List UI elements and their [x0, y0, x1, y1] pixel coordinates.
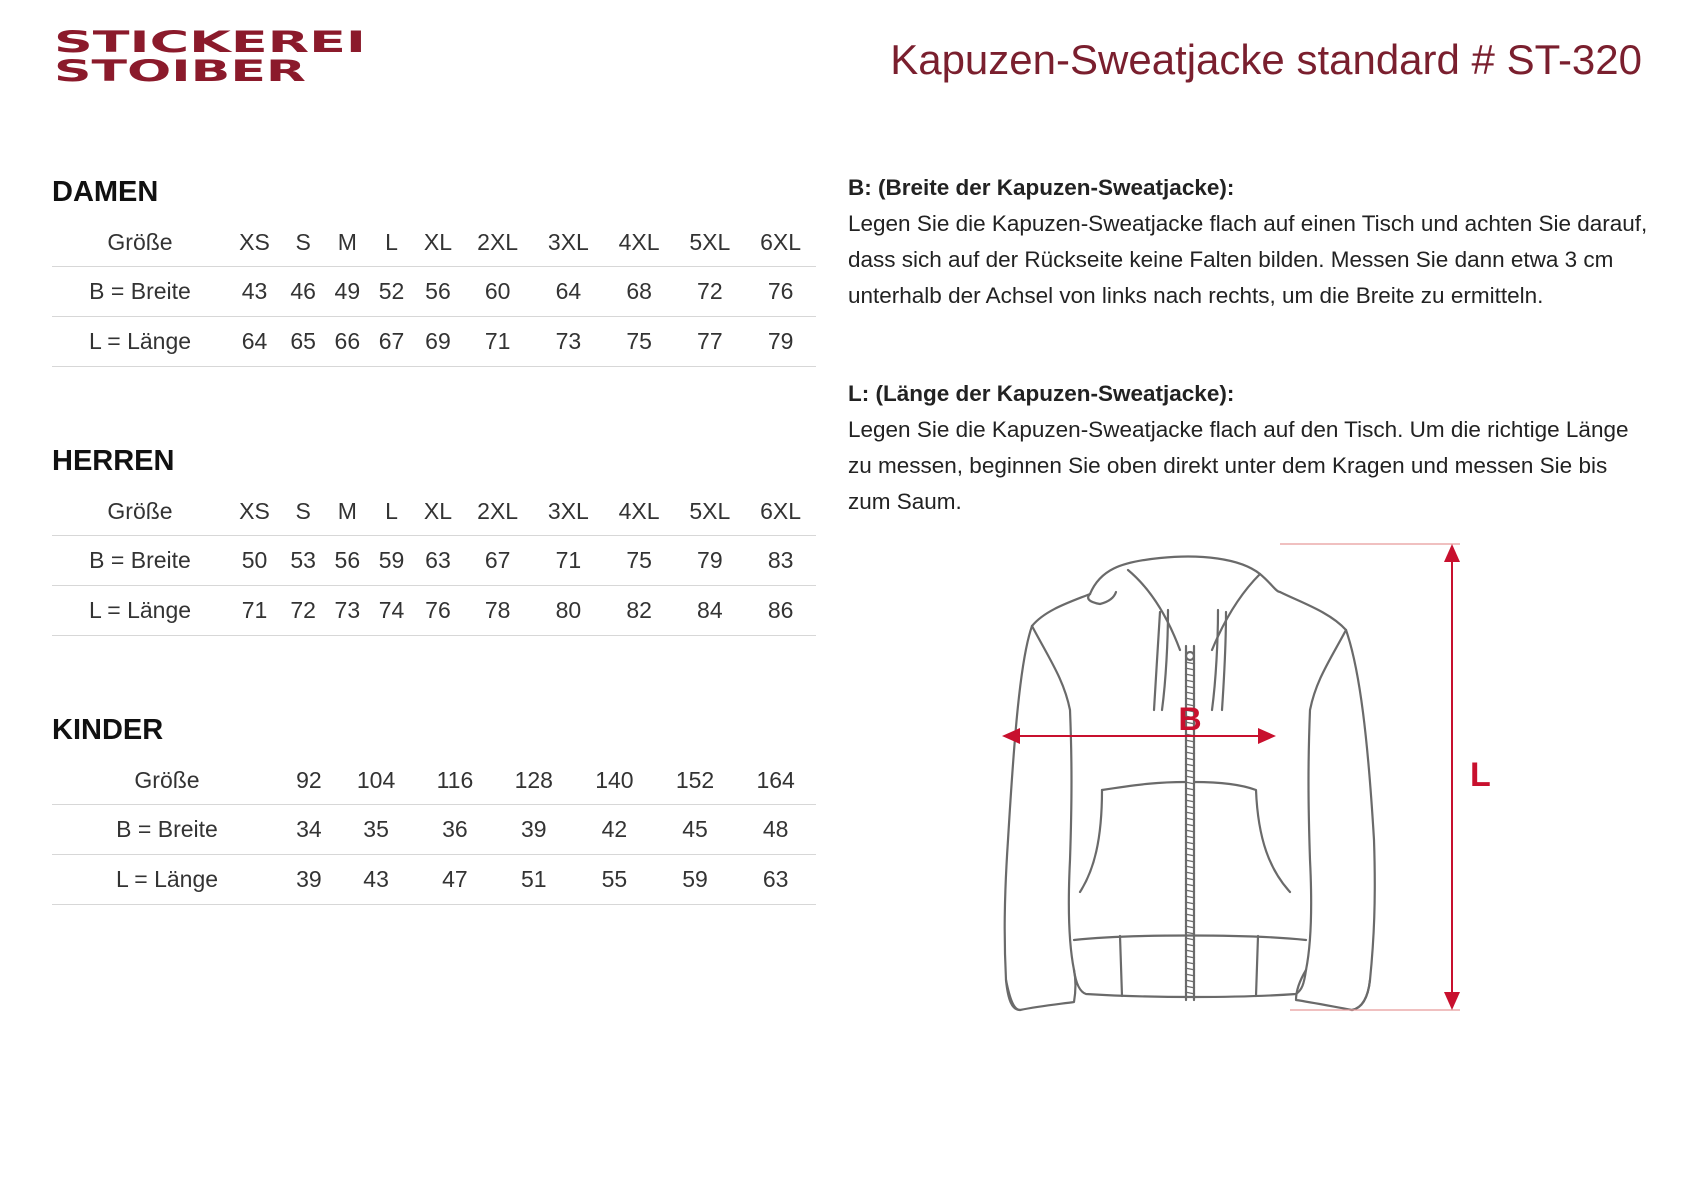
hood-inner-right-icon: [1212, 574, 1260, 650]
size-header-cell: 116: [416, 758, 493, 804]
size-header-label: Größe: [52, 489, 228, 535]
measure-cell: 66: [325, 316, 369, 366]
measure-cell: 39: [493, 804, 574, 854]
size-table-kinder: [52, 758, 816, 905]
size-header-cell: S: [281, 220, 325, 266]
section-title-herren: HERREN: [52, 445, 175, 477]
table-row: [52, 854, 816, 904]
measure-cell: 79: [745, 316, 816, 366]
measure-cell: 34: [282, 804, 336, 854]
size-table-damen: [52, 220, 816, 367]
size-header-cell: 6XL: [745, 220, 816, 266]
size-header-cell: M: [325, 220, 369, 266]
right-armhole-icon: [1306, 630, 1346, 970]
size-header-cell: 3XL: [533, 489, 604, 535]
measure-cell: 46: [281, 266, 325, 316]
measure-cell: 76: [745, 266, 816, 316]
page-title: Kapuzen-Sweatjacke standard # ST-320: [890, 36, 1642, 83]
length-label: L: [1470, 756, 1491, 794]
table-row: [52, 804, 816, 854]
right-cuff-icon: [1296, 970, 1370, 1010]
row-label: B = Breite: [52, 266, 228, 316]
measure-cell: 49: [325, 266, 369, 316]
measure-cell: 59: [369, 535, 413, 585]
logo-line-2: STOIBER: [54, 54, 306, 84]
measure-cell: 83: [745, 535, 816, 585]
row-label: L = Länge: [52, 316, 228, 366]
hem-seam-left-icon: [1120, 936, 1122, 996]
size-header-cell: 128: [493, 758, 574, 804]
left-armhole-icon: [1032, 626, 1074, 970]
logo-mark: [54, 28, 374, 84]
measure-cell: 68: [604, 266, 675, 316]
section-kinder: [52, 710, 816, 905]
measure-cell: 74: [369, 585, 413, 635]
measure-cell: 71: [228, 585, 281, 635]
pocket-left-side-icon: [1080, 790, 1102, 892]
size-header-cell: L: [369, 489, 413, 535]
hood-left-edge-icon: [1088, 592, 1116, 604]
measure-cell: 86: [745, 585, 816, 635]
row-label: B = Breite: [52, 804, 282, 854]
measure-cell: 39: [282, 854, 336, 904]
measure-cell: 77: [674, 316, 745, 366]
width-measure: [1002, 701, 1276, 744]
pocket-right-icon: [1194, 782, 1290, 892]
row-label: L = Länge: [52, 585, 228, 635]
length-text: Legen Sie die Kapuzen-Sweatjacke flach auf den Tisch. Um die richtige Länge zu messen, beginnen Sie oben direkt unter dem Kragen und messen Sie bis zum Saum.: [848, 417, 1629, 514]
brand-logo: [54, 28, 374, 84]
section-herren: [52, 441, 816, 636]
size-header-cell: L: [369, 220, 413, 266]
length-heading: L: (Länge der Kapuzen-Sweatjacke):: [848, 381, 1235, 406]
size-header-cell: 6XL: [745, 489, 816, 535]
size-header-cell: 5XL: [674, 489, 745, 535]
length-measure: [1280, 544, 1491, 1010]
measure-cell: 63: [414, 535, 463, 585]
instructions-length: [848, 376, 1648, 520]
table-row: [52, 266, 816, 316]
measure-cell: 80: [533, 585, 604, 635]
measure-cell: 51: [493, 854, 574, 904]
measure-cell: 45: [655, 804, 736, 854]
measure-cell: 36: [416, 804, 493, 854]
size-header-cell: S: [281, 489, 325, 535]
size-header-cell: 152: [655, 758, 736, 804]
measure-cell: 63: [735, 854, 816, 904]
measure-cell: 43: [228, 266, 281, 316]
measure-cell: 72: [281, 585, 325, 635]
measure-cell: 69: [414, 316, 463, 366]
measure-cell: 73: [325, 585, 369, 635]
section-damen: [52, 172, 816, 367]
measure-cell: 75: [604, 535, 675, 585]
drawstring-left-2-icon: [1162, 610, 1168, 710]
size-header-cell: XL: [414, 220, 463, 266]
logo-line-1: STICKEREI: [54, 28, 366, 59]
measure-cell: 71: [533, 535, 604, 585]
table-header-row: [52, 489, 816, 535]
size-header-cell: 2XL: [462, 220, 533, 266]
size-header-cell: XL: [414, 489, 463, 535]
drawstring-left-icon: [1154, 612, 1160, 710]
drawstring-right-icon: [1212, 610, 1218, 710]
measure-cell: 42: [574, 804, 655, 854]
measure-cell: 76: [414, 585, 463, 635]
measure-cell: 67: [462, 535, 533, 585]
measure-cell: 84: [674, 585, 745, 635]
length-arrow-top-icon: [1444, 544, 1460, 562]
size-table-herren: [52, 489, 816, 636]
measure-cell: 55: [574, 854, 655, 904]
measure-cell: 64: [533, 266, 604, 316]
measure-cell: 82: [604, 585, 675, 635]
table-row: [52, 316, 816, 366]
row-label: B = Breite: [52, 535, 228, 585]
measure-cell: 43: [336, 854, 417, 904]
size-header-cell: 104: [336, 758, 417, 804]
measure-cell: 47: [416, 854, 493, 904]
measure-cell: 53: [281, 535, 325, 585]
table-header-row: [52, 758, 816, 804]
size-header-cell: 4XL: [604, 489, 675, 535]
length-arrow-bottom-icon: [1444, 992, 1460, 1010]
measure-cell: 56: [325, 535, 369, 585]
measure-cell: 71: [462, 316, 533, 366]
measure-cell: 64: [228, 316, 281, 366]
size-header-cell: 140: [574, 758, 655, 804]
size-header-cell: 164: [735, 758, 816, 804]
size-header-cell: 4XL: [604, 220, 675, 266]
size-header-cell: 3XL: [533, 220, 604, 266]
right-sleeve-outer-icon: [1280, 592, 1375, 1010]
measure-cell: 59: [655, 854, 736, 904]
hood-top-icon: [1090, 557, 1280, 594]
measure-cell: 78: [462, 585, 533, 635]
table-header-row: [52, 220, 816, 266]
measure-cell: 48: [735, 804, 816, 854]
width-heading: B: (Breite der Kapuzen-Sweatjacke):: [848, 175, 1235, 200]
measure-cell: 56: [414, 266, 463, 316]
size-header-cell: M: [325, 489, 369, 535]
hoodie-illustration: [990, 540, 1530, 1080]
measure-cell: 75: [604, 316, 675, 366]
pocket-left-top-icon: [1102, 782, 1186, 790]
section-title-kinder: KINDER: [52, 714, 164, 746]
measure-cell: 35: [336, 804, 417, 854]
measure-cell: 67: [369, 316, 413, 366]
size-header-cell: XS: [228, 489, 281, 535]
left-cuff-icon: [1006, 970, 1076, 1010]
size-header-cell: XS: [228, 220, 281, 266]
instructions-width: [848, 170, 1648, 314]
size-header-cell: 92: [282, 758, 336, 804]
measure-cell: 52: [369, 266, 413, 316]
measure-cell: 60: [462, 266, 533, 316]
row-label: L = Länge: [52, 854, 282, 904]
width-arrow-left-icon: [1002, 728, 1020, 744]
measure-cell: 73: [533, 316, 604, 366]
table-row: [52, 535, 816, 585]
table-row: [52, 585, 816, 635]
section-title-damen: DAMEN: [52, 176, 159, 208]
size-header-cell: 5XL: [674, 220, 745, 266]
measure-cell: 79: [674, 535, 745, 585]
width-text: Legen Sie die Kapuzen-Sweatjacke flach auf einen Tisch und achten Sie darauf, dass sich auf der Rückseite keine Falten bilden. Messen Sie dann etwa 3 cm unterhalb der Achsel von links nach rechts, um die Breite zu ermitteln.: [848, 211, 1648, 308]
measure-cell: 72: [674, 266, 745, 316]
size-header-cell: 2XL: [462, 489, 533, 535]
size-header-label: Größe: [52, 758, 282, 804]
width-arrow-right-icon: [1258, 728, 1276, 744]
hem-seam-right-icon: [1256, 936, 1258, 996]
hood-inner-left-icon: [1128, 570, 1180, 650]
zipper-pull-icon: [1186, 652, 1194, 660]
measure-cell: 65: [281, 316, 325, 366]
size-header-label: Größe: [52, 220, 228, 266]
measure-cell: 50: [228, 535, 281, 585]
width-label: B: [1178, 701, 1202, 737]
